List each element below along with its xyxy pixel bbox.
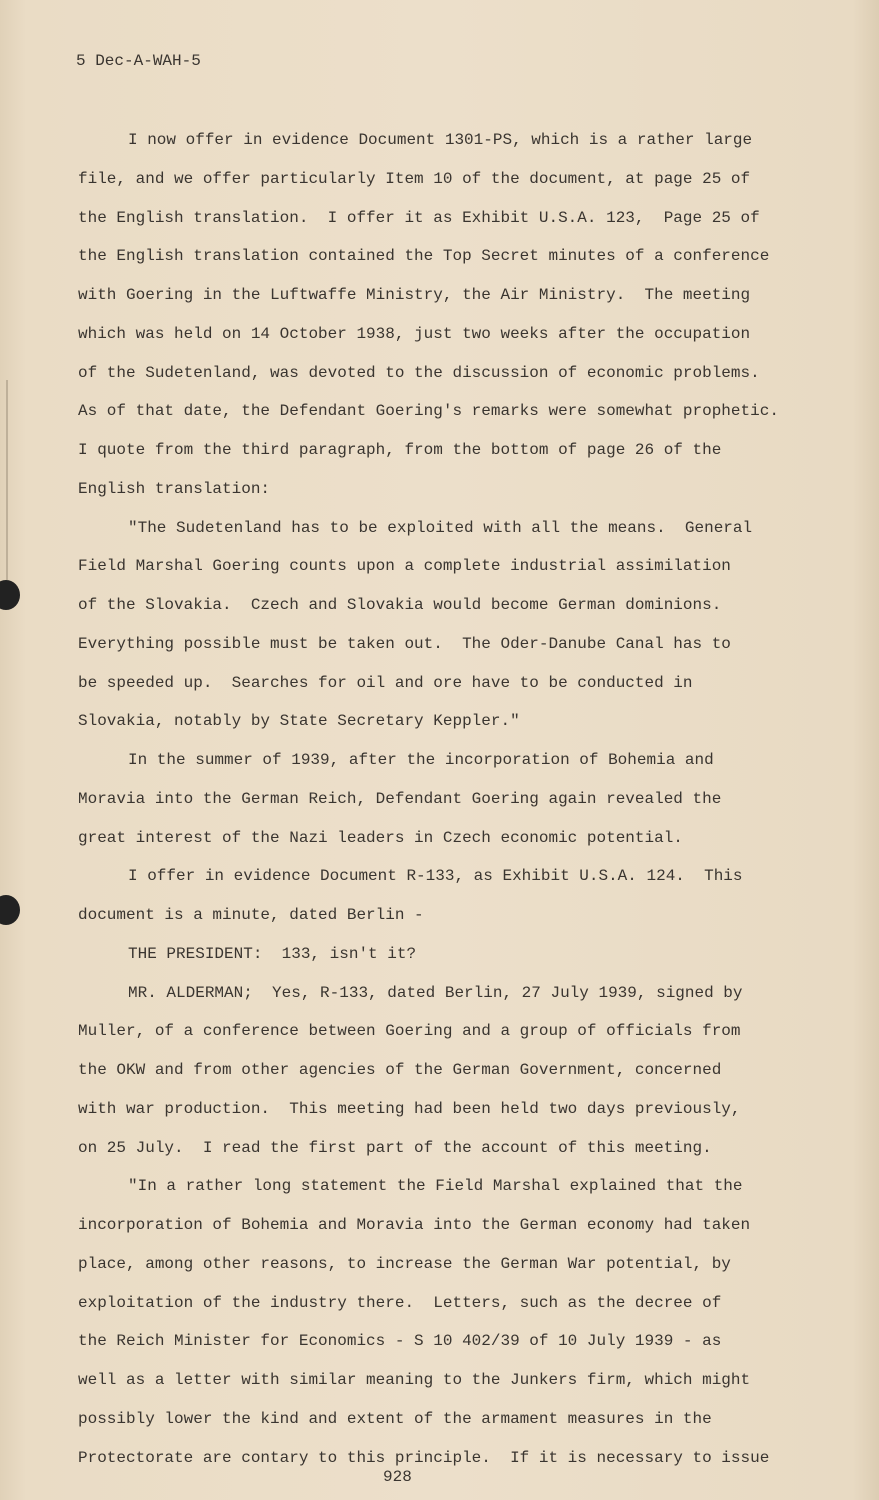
text-line: THE PRESIDENT: 133, isn't it? [128,944,417,963]
text-line: Field Marshal Goering counts upon a complete industrial assimilation [78,557,731,576]
text-line: Muller, of a conference between Goering and a group of officials from [78,1022,741,1041]
text-line: with war production. This meeting had been held two days previously, [78,1099,741,1118]
text-line: of the Sudetenland, was devoted to the discussion of economic problems. [78,363,760,382]
document-header-code: 5 Dec-A-WAH-5 [76,52,201,70]
text-line: the OKW and from other agencies of the German Government, concerned [78,1061,722,1079]
text-line: document is a minute, dated Berlin - [78,906,424,924]
text-line: file, and we offer particularly Item 10 of the document, at page 25 of [78,169,751,188]
text-line: of the Slovakia. Czech and Slovakia would become German dominions. [78,596,722,614]
punch-hole [0,580,20,610]
text-line: I now offer in evidence Document 1301-PS, which is a rather large [128,131,753,149]
text-line: As of that date, the Defendant Goering's remarks were somewhat prophetic. [78,402,779,421]
text-line: possibly lower the kind and extent of the armament measures in the [78,1409,712,1428]
text-line: be speeded up. Searches for oil and ore have to be conducted in [78,673,693,692]
text-line: the Reich Minister for Economics - S 10 402/39 of 10 July 1939 - as [78,1332,722,1351]
text-line: I quote from the third paragraph, from the bottom of page 26 of the [78,441,722,459]
text-line: English translation: [78,479,271,498]
text-line: with Goering in the Luftwaffe Ministry, the Air Ministry. The meeting [78,286,751,304]
text-line: well as a letter with similar meaning to the Junkers firm, which might [78,1371,751,1389]
punch-hole [0,895,20,925]
text-line: great interest of the Nazi leaders in Czech economic potential. [78,828,683,847]
text-line: Slovakia, notably by State Secretary Keppler." [78,712,520,731]
text-line: Moravia into the German Reich, Defendant Goering again revealed the [78,789,722,808]
text-line: the English translation. I offer it as Exhibit U.S.A. 123, Page 25 of [78,208,760,227]
text-line: exploitation of the industry there. Letters, such as the decree of [78,1293,722,1312]
text-line: MR. ALDERMAN; Yes, R-133, dated Berlin, 27 July 1939, signed by [128,983,743,1002]
text-line: In the summer of 1939, after the incorporation of Bohemia and [128,751,714,769]
text-line: "The Sudetenland has to be exploited with all the means. General [128,518,753,537]
text-line: Protectorate are contary to this principle. If it is necessary to issue [78,1448,770,1467]
paper-edge-tear [6,380,8,580]
text-line: the English translation contained the Top Secret minutes of a conference [78,247,770,266]
text-line: "In a rather long statement the Field Marshal explained that the [128,1177,743,1196]
text-line: I offer in evidence Document R-133, as Exhibit U.S.A. 124. This [128,867,743,886]
text-line: incorporation of Bohemia and Moravia into the German economy had taken [78,1216,751,1234]
text-line: on 25 July. I read the first part of the account of this meeting. [78,1138,712,1157]
page-number: 928 [383,1468,412,1486]
text-line: place, among other reasons, to increase the German War potential, by [78,1254,731,1273]
text-line: Everything possible must be taken out. The Oder-Danube Canal has to [78,634,731,653]
text-line: which was held on 14 October 1938, just two weeks after the occupation [78,324,751,343]
